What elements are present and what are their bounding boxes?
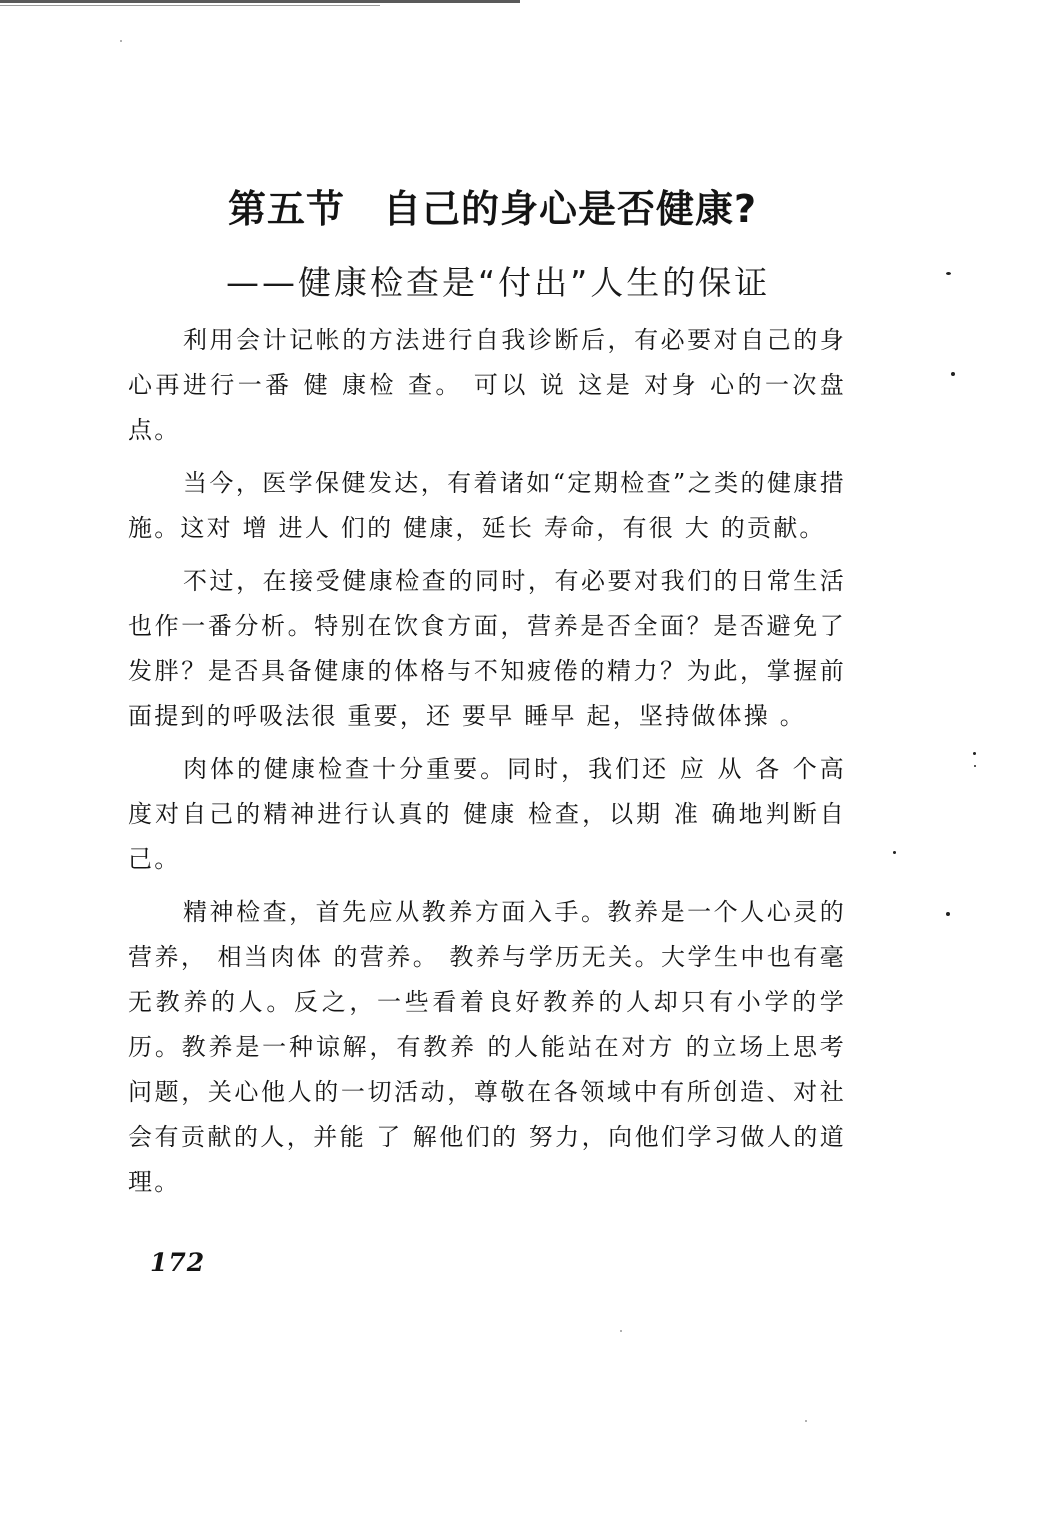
paragraph: 利用会计记帐的方法进行自我诊断后，有必要对自己的身心再进行一番 健 康检 查。 可以 说 这是 对身 心的一次盘点。 [128,326,846,444]
scan-speck [946,272,951,275]
section-heading [228,178,757,233]
scan-speck [120,40,122,42]
page-number: 172 [150,1248,206,1277]
scan-speck [620,1330,622,1332]
scan-edge-line-secondary [0,5,380,6]
scan-speck [951,372,955,376]
scan-speck [946,912,950,916]
scan-speck [974,765,976,767]
paragraph: 肉体的健康检查十分重要。同时，我们还 应 从 各 个高度对自己的精神进行认真的 健康 检查，以期 准 确地判断自己。 [128,755,846,873]
paragraph: 不过，在接受健康检查的同时，有必要对我们的日常生活也作一番分析。特别在饮食方面，营养是否全面？是否避免了发胖？是否具备健康的体格与不知疲倦的精力？为此，掌握前面提到的呼吸法很 重要，还 要早 睡早 起，坚持做体操 。 [128,567,846,730]
paragraph: 当今，医学保健发达，有着诸如“定期检查”之类的健康措施。这对 增 进人 们的 健康，延长 寿命，有很 大 的贡献。 [128,469,846,542]
section-title: 自己的身心是否健康? [383,187,758,231]
body-text [128,318,846,1213]
scan-edge-line [0,0,520,3]
scan-speck [973,752,976,755]
scan-speck [805,1420,807,1422]
section-number: 第五节 [228,187,346,231]
paragraph: 精神检查，首先应从教养方面入手。教养是一个人心灵的 营养， 相当肉体 的营养。 教养与学历无关。大学生中也有毫无教养的人。反之，一些看着良好教养的人却只有小学的学历。教养是一种谅解，有教养 的人能站在对方 的立场上思考问题，关心他人的一切活动，尊敬在各领域中有所创造、对社会有贡献的人，并能 了 解他们的 努力，向他们学习做人的道理。 [128,898,846,1196]
section-subheading: ——健康检查是“付出”人生的保证 [226,263,771,302]
scan-speck [893,851,896,854]
